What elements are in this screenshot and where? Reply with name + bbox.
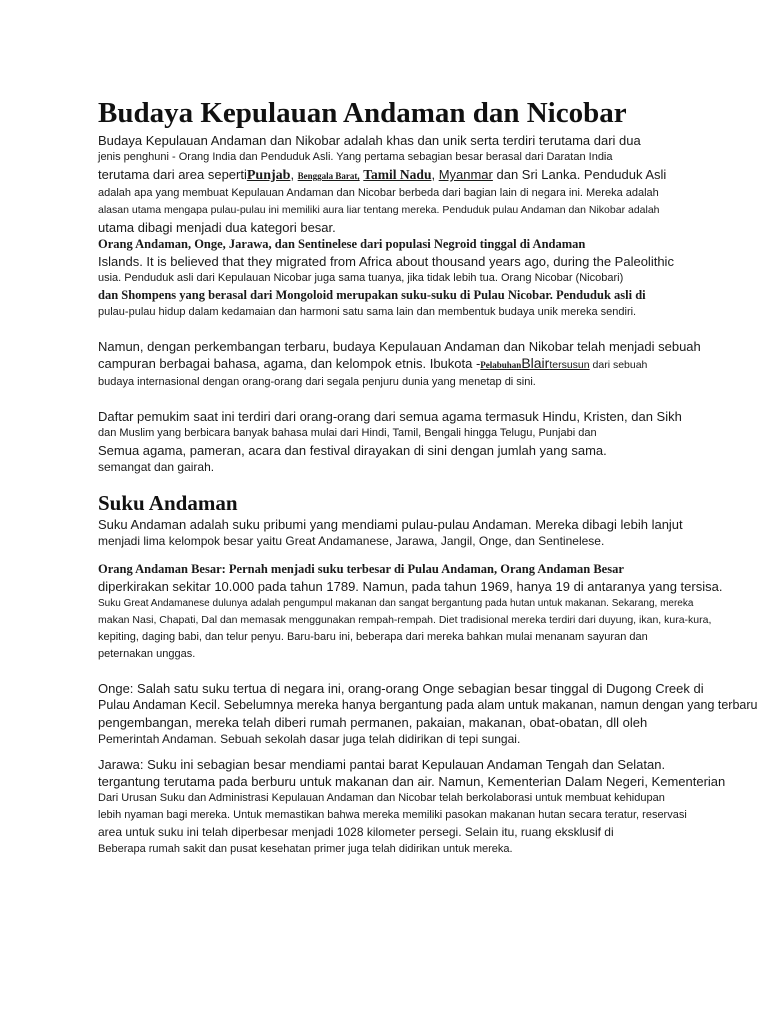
paragraph-5 <box>98 560 760 663</box>
text-line: budaya internasional dengan orang-orang dari segala penjuru dunia yang menetap di sini. <box>98 376 536 388</box>
page-title: Budaya Kepulauan Andaman dan Nicobar <box>98 97 627 129</box>
text-line: utama dibagi menjadi dua kategori besar. <box>98 220 336 235</box>
text-line: semangat dan gairah. <box>98 460 215 474</box>
text-span: terutama dari area seperti <box>98 167 247 182</box>
paragraph-7 <box>98 756 760 858</box>
paragraph-6 <box>98 680 760 748</box>
text-line: Jarawa: Suku ini sebagian besar mendiami pantai barat Kepulauan Andaman Tengah dan Selatan. <box>98 757 666 772</box>
link-pelabuhan[interactable]: Pelabuhan <box>480 360 522 370</box>
text-line <box>98 166 760 185</box>
text-line: Beberapa rumah sakit dan pusat kesehatan primer juga telah didirikan untuk mereka. <box>98 843 513 855</box>
text-line: jenis penghuni - Orang India dan Penduduk Asli. Yang pertama sebagian besar berasal dari Daratan India <box>98 151 613 163</box>
text-span: , <box>431 167 439 182</box>
document-page <box>98 96 760 858</box>
text-line: peternakan unggas. <box>98 648 196 660</box>
text-line: Dari Urusan Suku dan Administrasi Kepulauan Andaman dan Nicobar telah berkolaborasi untuk membuat kehidupan <box>98 792 665 804</box>
text-line: pulau-pulau hidup dalam kedamaian dan harmoni satu sama lain dan membentuk budaya unik mereka sendiri. <box>98 306 637 318</box>
text-line: Onge: Salah satu suku tertua di negara ini, orang-orang Onge sebagian besar tinggal di Dugong Creek di <box>98 681 704 696</box>
text-line: alasan utama mengapa pulau-pulau ini memiliki aura liar tentang mereka. Penduduk pulau Andaman dan Nikobar adalah <box>98 204 660 216</box>
text-span: dan Sri Lanka. Penduduk Asli <box>492 167 667 182</box>
text-line: Pemerintah Andaman. Sebuah sekolah dasar juga telah didirikan di tepi sungai. <box>98 732 521 746</box>
paragraph-3 <box>98 408 760 476</box>
link-myanmar[interactable]: Myanmar <box>438 167 493 182</box>
text-span: campuran berbagai bahasa, agama, dan kelompok etnis. Ibukota - <box>98 356 481 371</box>
text-line: diperkirakan sekitar 10.000 pada tahun 1789. Namun, pada tahun 1969, hanya 19 di antaranya yang tersisa. <box>98 579 723 594</box>
text-line: Suku Andaman adalah suku pribumi yang mendiami pulau-pulau Andaman. Mereka dibagi lebih lanjut <box>98 517 683 532</box>
link-benggala-barat[interactable]: Benggala Barat, <box>297 171 360 181</box>
text-line: dan Muslim yang berbicara banyak bahasa mulai dari Hindi, Tamil, Bengali hingga Telugu, Punjabi dan <box>98 427 597 439</box>
paragraph-2 <box>98 338 760 391</box>
text-line: lebih nyaman bagi mereka. Untuk memastikan bahwa mereka memiliki pasokan makanan hutan secara teratur, reservasi <box>98 809 687 821</box>
text-line: usia. Penduduk asli dari Kepulauan Nicobar juga sama tuanya, jika tidak lebih tua. Orang Nicobar (Nicobari) <box>98 272 624 284</box>
link-blair[interactable]: Blair <box>521 355 550 371</box>
text-line: tergantung terutama pada berburu untuk makanan dan air. Namun, Kementerian Dalam Negeri, Kementerian <box>98 774 726 789</box>
link-tersusun[interactable]: tersusun <box>549 359 590 371</box>
text-line: Suku Great Andamanese dulunya adalah pengumpul makanan dan sangat bergantung pada hutan untuk makanan. Sekarang, mereka <box>98 598 694 609</box>
text-line: dan Shompens yang berasal dari Mongoloid merupakan suku-suku di Pulau Nicobar. Penduduk asli di <box>98 288 646 302</box>
section-title: Suku Andaman <box>98 491 238 515</box>
text-line: kepiting, daging babi, dan telur penyu. Baru-baru ini, beberapa dari mereka bahkan mulai menanam sayuran dan <box>98 631 648 643</box>
intro-paragraph <box>98 132 760 321</box>
text-line: Namun, dengan perkembangan terbaru, budaya Kepulauan Andaman dan Nikobar telah menjadi sebuah <box>98 339 701 354</box>
link-tamil-nadu[interactable]: Tamil Nadu <box>363 167 432 182</box>
text-span: , <box>290 167 298 182</box>
text-line: Budaya Kepulauan Andaman dan Nikobar adalah khas dan unik serta terdiri terutama dari dua <box>98 133 641 148</box>
text-line: pengembangan, mereka telah diberi rumah permanen, pakaian, makanan, obat-obatan, dll oleh <box>98 715 648 730</box>
paragraph-4 <box>98 516 760 550</box>
text-line: Islands. It is believed that they migrated from Africa about thousand years ago, during the Paleolithic <box>98 254 674 269</box>
text-line: makan Nasi, Chapati, Dal dan memasak menggunakan rempah-rempah. Diet tradisional mereka terdiri dari duyung, ikan, kura-kura, <box>98 614 712 626</box>
text-line: Pulau Andaman Kecil. Sebelumnya mereka hanya bergantung pada alam untuk makanan, namun dengan yang terbaru <box>98 698 758 712</box>
text-line: adalah apa yang membuat Kepulauan Andaman dan Nicobar berbeda dari bagian lain di negara ini. Mereka adalah <box>98 187 659 199</box>
text-line: menjadi lima kelompok besar yaitu Great Andamanese, Jarawa, Jangil, Onge, dan Sentinelese. <box>98 534 605 548</box>
text-line: area untuk suku ini telah diperbesar menjadi 1028 kilometer persegi. Selain itu, ruang eksklusif di <box>98 825 614 839</box>
text-span: dari sebuah <box>589 359 648 371</box>
link-punjab[interactable]: Punjab <box>246 168 291 183</box>
text-line <box>98 355 760 374</box>
text-line: Orang Andaman Besar: Pernah menjadi suku terbesar di Pulau Andaman, Orang Andaman Besar <box>98 562 624 576</box>
text-line: Semua agama, pameran, acara dan festival dirayakan di sini dengan jumlah yang sama. <box>98 443 607 458</box>
text-line: Daftar pemukim saat ini terdiri dari orang-orang dari semua agama termasuk Hindu, Kristen, dan Sikh <box>98 409 682 424</box>
text-line: Orang Andaman, Onge, Jarawa, dan Sentinelese dari populasi Negroid tinggal di Andaman <box>98 237 586 251</box>
